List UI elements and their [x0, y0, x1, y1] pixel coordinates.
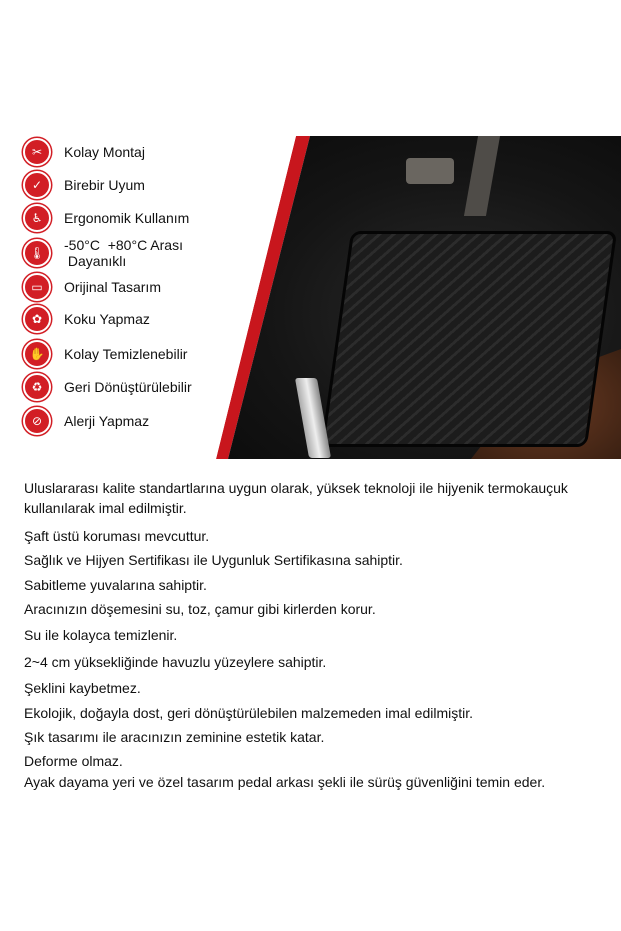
- feature-label-line1: -50°C +80°C Arası: [64, 237, 183, 253]
- no-allergy-icon: ⊘: [23, 407, 51, 435]
- nose-icon: ✿: [23, 305, 51, 333]
- car-fit-icon: ✓: [23, 171, 51, 199]
- feature-label: Alerji Yapmaz: [64, 413, 150, 429]
- floor-mat-photo: [216, 136, 621, 459]
- recycle-icon: ♻: [23, 373, 51, 401]
- feature-label: Kolay Montaj: [64, 144, 145, 160]
- feature-label: Ergonomik Kullanım: [64, 210, 190, 226]
- description-line: Sağlık ve Hijyen Sertifikası ile Uygunluk Sertifikasına sahiptir.: [24, 552, 403, 568]
- car-interior: [216, 136, 621, 459]
- tools-icon: ✂: [23, 138, 51, 166]
- feature-label: Birebir Uyum: [64, 177, 145, 193]
- description-line: Ayak dayama yeri ve özel tasarım pedal arkası şekli ile sürüş güvenliğini temin eder.: [24, 774, 546, 790]
- feature-item: [23, 340, 187, 368]
- feature-item: [23, 138, 145, 166]
- seat-icon: ♿: [23, 204, 51, 232]
- description-line: Şık tasarımı ile aracınızın zeminine estetik katar.: [24, 729, 325, 745]
- feature-item: [23, 171, 145, 199]
- feature-label: [64, 237, 183, 269]
- description-line: Su ile kolayca temizlenir.: [24, 627, 178, 643]
- feature-label: Koku Yapmaz: [64, 311, 150, 327]
- feature-item: [23, 305, 150, 333]
- description-line: Deforme olmaz.: [24, 753, 123, 769]
- description-line: Uluslararası kalite standartlarına uygun olarak, yüksek teknoloji ile hijyenik termokauçuk: [24, 480, 568, 496]
- description-line: Sabitleme yuvalarına sahiptir.: [24, 577, 207, 593]
- feature-item: [23, 237, 183, 269]
- thermometer-icon: 🌡: [23, 239, 51, 267]
- brake-pedal: [406, 158, 454, 184]
- description-line: Aracınızın döşemesini su, toz, çamur gibi kirlerden korur.: [24, 601, 376, 617]
- description-line: Şaft üstü koruması mevcuttur.: [24, 528, 210, 544]
- description-line: Şeklini kaybetmez.: [24, 680, 141, 696]
- feature-label-line2: Dayanıklı: [67, 253, 127, 269]
- hand-icon: ✋: [23, 340, 51, 368]
- feature-label: Orijinal Tasarım: [64, 279, 161, 295]
- monitor-design-icon: ▭: [23, 273, 51, 301]
- feature-item: [23, 273, 161, 301]
- feature-item: [23, 407, 149, 435]
- description-line: kullanılarak imal edilmiştir.: [24, 500, 187, 516]
- rubber-floor-mat: [321, 231, 617, 447]
- description-line: 2~4 cm yüksekliğinde havuzlu yüzeylere sahiptir.: [24, 654, 327, 670]
- feature-label: Geri Dönüştürülebilir: [64, 379, 192, 395]
- feature-item: [23, 204, 189, 232]
- feature-label: Kolay Temizlenebilir: [64, 346, 188, 362]
- description-line: Ekolojik, doğayla dost, geri dönüştürülebilen malzemeden imal edilmiştir.: [24, 705, 474, 721]
- accelerator-pedal: [464, 136, 500, 216]
- feature-item: [23, 373, 192, 401]
